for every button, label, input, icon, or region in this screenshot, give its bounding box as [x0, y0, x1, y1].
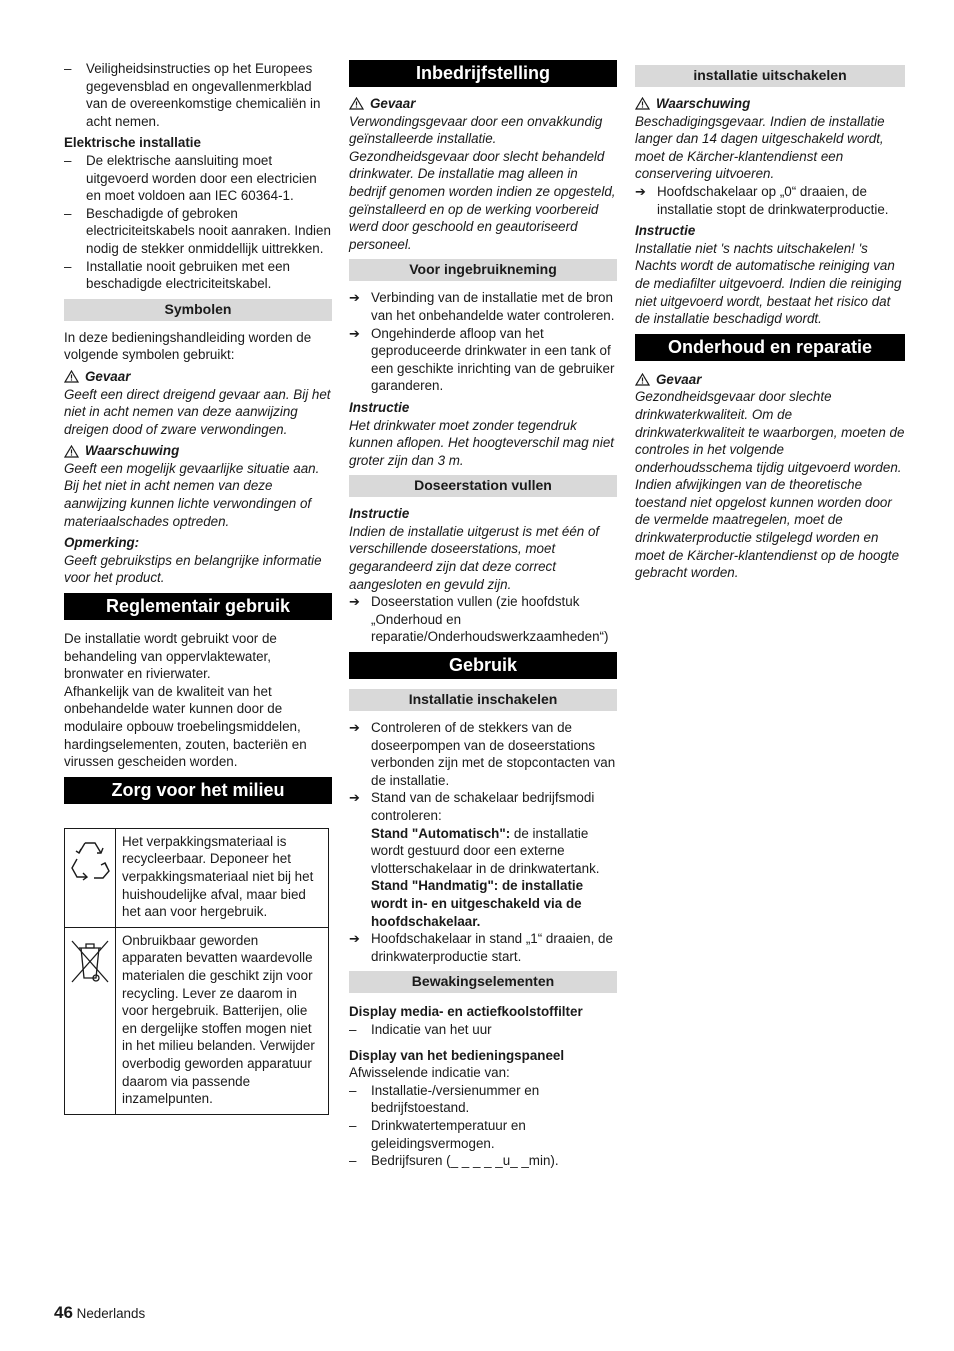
list-item: – Bedrijfsuren (_ _ _ _ _u_ _min). — [349, 1153, 559, 1169]
list-item: ➔ Doseerstation vullen (zie hoofdstuk „Onderhoud en reparatie/Onderhoudswerkzaamheden“) — [349, 594, 609, 645]
crossed-bin-icon — [67, 936, 113, 986]
paragraph: Stand "Handmatig": de installatie wordt in- en uitgeschakeld via de hoofdschakelaar. — [371, 878, 584, 929]
paragraph: Geeft gebruikstips en belangrijke informatie voor het product. — [64, 552, 322, 586]
arrow-icon: ➔ — [349, 594, 360, 610]
paragraph: Stand "Automatisch": de installatie wordt gestuurd door een externe vlotterschakelaar in de drinkwatertank. — [371, 825, 600, 876]
warning-triangle-icon — [64, 445, 79, 458]
page-footer — [54, 1304, 145, 1323]
paragraph: Het drinkwater moet zonder tegendruk kunnen aflopen. Het hoogteverschil mag niet groter zijn dan 3 m. — [349, 417, 615, 468]
section-subtitle: Display van het bedieningspaneel — [349, 1047, 565, 1063]
note-heading: Instructie — [635, 223, 696, 239]
section-subtitle: Elektrische installatie — [64, 135, 201, 151]
paragraph: De installatie wordt gebruikt voor de behandeling van oppervlaktewater, bronwater en rivierwater. — [64, 631, 277, 682]
list-item: ➔ Hoofdschakelaar in stand „1“ draaien, de drinkwaterproductie start. — [349, 931, 613, 964]
chapter-heading: Onderhoud en reparatie — [635, 334, 905, 361]
warning-triangle-icon — [635, 373, 650, 386]
paragraph: Afwisselende indicatie van: — [349, 1065, 510, 1081]
chapter-heading: Reglementair gebruik — [64, 593, 332, 620]
list-item: – Installatie nooit gebruiken met een beschadigde electriciteitskabel. — [64, 258, 290, 292]
list-item: – Veiligheidsinstructies op het Europees gegevensblad en ongevallenmerkblad van de overeenkomstige chemicaliën in acht nemen. — [64, 61, 321, 129]
column-2 — [349, 60, 617, 1170]
warning-heading: Waarschuwing — [64, 442, 332, 460]
note-heading: Opmerking: — [64, 535, 140, 551]
footer-language: Nederlands — [76, 1306, 146, 1321]
note-heading: Instructie — [349, 399, 410, 415]
list-item: ➔ Controleren of de stekkers van de doseerpompen van de doseerstations verbonden zijn met de stopcontacten van de installatie. — [349, 720, 616, 788]
section-heading: Voor ingebruikneming — [349, 259, 617, 281]
table-cell: Het verpakkingsmateriaal is recycleerbaar. Deponeer het verpakkingsmateriaal niet bij het huishoudelijke afval, maar bied het aan voor hergebruik. — [116, 828, 329, 927]
warning-heading: Gevaar — [64, 368, 332, 386]
list-item: – Indicatie van het uur — [349, 1021, 492, 1037]
list-item: – Drinkwatertemperatuur en geleidingsvermogen. — [349, 1117, 526, 1151]
paragraph: Installatie niet 's nachts uitschakelen! 's Nachts wordt de automatische reiniging van de mediafilter uitgevoerd. Indien die reiniging niet uitgevoerd wordt, bestaat het risico dat de installatie beschadigd wordt. — [635, 240, 902, 327]
arrow-icon: ➔ — [349, 325, 360, 341]
section-heading: installatie uitschakelen — [635, 65, 905, 87]
chapter-heading: Zorg voor het milieu — [64, 777, 332, 804]
chapter-heading: Inbedrijfstelling — [349, 60, 617, 87]
list-item: ➔ Verbinding van de installatie met de bron van het onbehandelde water controleren. — [349, 290, 615, 323]
recycle-icon — [67, 837, 113, 883]
column-3 — [635, 60, 905, 582]
warning-heading: Waarschuwing — [635, 95, 905, 113]
warning-heading: Gevaar — [349, 95, 617, 113]
warning-heading: Gevaar — [635, 371, 905, 389]
section-heading: Installatie inschakelen — [349, 689, 617, 711]
section-heading: Doseerstation vullen — [349, 475, 617, 497]
list-item: ➔ Hoofdschakelaar op „0“ draaien, de installatie stopt de drinkwaterproductie. — [635, 183, 889, 217]
list-item: – Installatie-/versienummer en bedrijfstoestand. — [349, 1082, 540, 1116]
warning-triangle-icon — [635, 97, 650, 110]
table-cell: Onbruikbaar geworden apparaten bevatten waardevolle materialen die geschikt zijn voor recycling. Lever ze daarom in voor hergebruik. Batterijen, olie en dergelijke stoffen mogen niet in het milieu belanden. Verwijder overbodig geworden apparatuur daarom via passende inzamelpunten. — [116, 927, 329, 1114]
paragraph: Afhankelijk van de kwaliteit van het onbehandelde water kunnen door de modulaire opbouw troebelingsmiddelen, hardingselementen, zouten, bacteriën en virussen gescheiden worden. — [64, 683, 307, 770]
environment-table — [64, 828, 329, 1115]
list-item: ➔ Ongehinderde afloop van het geproduceerde drinkwater in een tank of een geschikte inrichting van de gebruiker garanderen. — [349, 325, 615, 394]
table-row — [65, 927, 329, 1114]
warning-triangle-icon — [64, 370, 79, 383]
table-row — [65, 828, 329, 927]
paragraph: Gezondheidsgevaar door slechte drinkwaterkwaliteit. Om de drinkwaterkwaliteit te waarborgen, moeten de controles in het volgende onderhoudsschema tijdig uitgevoerd worden. Indien afwijkingen van de theoretische toestand niet opgelost kunnen worden door de vermelde maatregelen, moet de drinkwaterproductie stilgelegd worden en moet de Kärcher-klantendienst op de hoogte gebracht worden. — [635, 389, 905, 581]
arrow-icon: ➔ — [635, 183, 646, 199]
paragraph: Indien de installatie uitgerust is met één of verschillende doseerstations, moet gegarandeerd zijn dat deze correct aangesloten en gevuld zijn. — [349, 523, 600, 592]
paragraph: In deze bedieningshandleiding worden de volgende symbolen gebruikt: — [64, 329, 312, 363]
arrow-icon: ➔ — [349, 720, 360, 736]
page-number: 46 — [54, 1303, 73, 1322]
arrow-icon: ➔ — [349, 290, 360, 306]
chapter-heading: Gebruik — [349, 652, 617, 679]
paragraph: Verwondingsgevaar door een onvakkundig geïnstalleerde installatie. Gezondheidsgevaar door slecht behandeld drinkwater. De installatie mag alleen in bedrijf genomen worden indien ze opgesteld, geïnstalleerd en op de werking voorbereid werd door geschoold en geautoriseerd personeel. — [349, 113, 616, 252]
list-item: – De elektrische aansluiting moet uitgevoerd worden door een electricien en moet voldoen aan IEC 60364-1. — [64, 152, 317, 204]
column-1 — [64, 60, 332, 1115]
arrow-icon: ➔ — [349, 931, 360, 947]
list-item: – Beschadigde of gebroken electriciteitskabels nooit aanraken. Indien nodig de stekker onmiddellijk uittrekken. — [64, 205, 331, 256]
list-item: ➔ Stand van de schakelaar bedrijfsmodi controleren: — [349, 790, 595, 823]
paragraph: Beschadigingsgevaar. Indien de installatie langer dan 14 dagen uitgeschakeld wordt, moet de Kärcher-klantendienst een conservering uitvoeren. — [635, 113, 885, 182]
paragraph: Geeft een direct dreigend gevaar aan. Bij het niet in acht nemen van deze aanwijzing dreigen dood of zware verwondingen. — [64, 386, 331, 437]
arrow-icon: ➔ — [349, 790, 360, 806]
warning-triangle-icon — [349, 97, 364, 110]
section-heading: Bewakingselementen — [349, 971, 617, 993]
section-subtitle: Display media- en actiefkoolstoffilter — [349, 1004, 583, 1020]
paragraph: Geeft een mogelijk gevaarlijke situatie aan. Bij het niet in acht nemen van deze aanwijzing kunnen lichte verwondingen of materiaalschades optreden. — [64, 460, 320, 529]
note-heading: Instructie — [349, 506, 410, 522]
section-heading: Symbolen — [64, 299, 332, 321]
